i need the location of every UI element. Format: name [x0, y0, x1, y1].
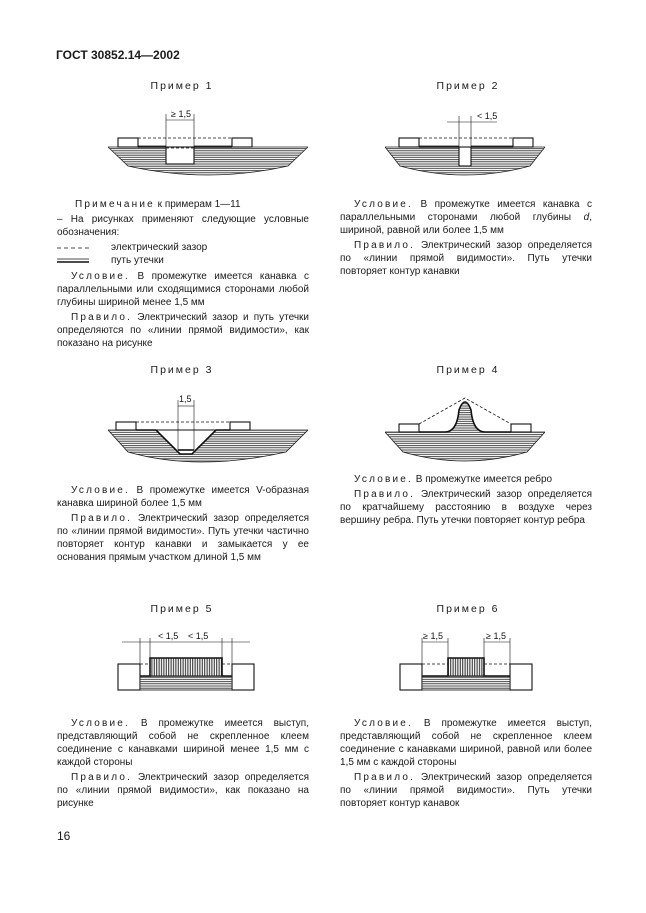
example-3-text	[57, 484, 309, 566]
example-4-text	[340, 473, 592, 529]
example-5-condition: Условие. В промежутке имеется выступ, представляющий собой не скрепленное клеем соединение с канавками шириной менее 1,5 мм с каждой стороны	[57, 718, 309, 768]
double-line-swatch	[57, 257, 89, 265]
example-2-title: Пример 2	[436, 80, 500, 92]
legend-clearance: электрический зазор	[57, 241, 309, 254]
example-5-title: Пример 5	[150, 603, 214, 615]
example-1-rule: Правило. Электрический зазор и путь утечки определяются по «линии прямой видимости», как показано на рисунке	[57, 312, 309, 349]
example-6-rule: Правило. Электрический зазор определяется по «линии прямой видимости». Путь утечки повторяет контур канавок	[340, 772, 592, 809]
example-4-title: Пример 4	[436, 364, 500, 376]
example-4-figure	[385, 390, 545, 468]
example-5-dim-right: < 1,5	[188, 631, 209, 641]
note-heading: Примечание	[75, 199, 155, 210]
example-1-figure	[108, 104, 308, 180]
document-header: ГОСТ 30852.14—2002	[56, 48, 180, 62]
example-5-figure	[108, 626, 268, 702]
example-4-rule: Правило. Электрический зазор определяется по кратчайшему расстоянию в воздухе через вершину ребра. Путь утечки повторяет контур ребра	[340, 489, 592, 526]
example-4-condition: Условие. В промежутке имеется ребро	[354, 474, 553, 485]
note-heading-rest: к примерам 1—11	[154, 199, 241, 210]
example-6-text	[340, 717, 592, 812]
example-5-dim-left: < 1,5	[158, 631, 179, 641]
example-6-condition: Условие. В промежутке имеется выступ, представляющий собой не скрепленное клеем соединение с канавками шириной, равной или более 1,5 мм с каждой стороны	[340, 718, 592, 768]
example-1-dim-label: ≥ 1,5	[171, 109, 191, 119]
example-3-condition: Условие. В промежутке имеется V-образная канавка шириной более 1,5 мм	[57, 485, 309, 509]
legend-creepage: путь утечки	[57, 254, 309, 267]
example-2-condition: Условие. В промежутке имеется канавка с параллельными сторонами любой глубины d, шириной, равной или более 1,5 мм	[340, 199, 592, 236]
example-2-rule: Правило. Электрический зазор определяется по «линии прямой видимости». Путь утечки повторяет контур канавки	[340, 240, 592, 277]
note-text: – На рисунках применяют следующие условные обозначения:	[57, 214, 309, 238]
example-1-text	[57, 198, 309, 352]
example-6-dim-left: ≥ 1,5	[423, 631, 443, 641]
example-3-figure	[108, 390, 308, 468]
page-number: 16	[57, 829, 71, 843]
example-1-condition: Условие. В промежутке имеется канавка с параллельными или сходящимися сторонами любой глубины шириной менее 1,5 мм	[57, 271, 309, 308]
dashed-line-swatch	[57, 245, 89, 251]
note-line	[57, 198, 309, 211]
example-2-text	[340, 198, 592, 280]
example-6-figure	[390, 626, 550, 702]
example-5-text	[57, 717, 309, 812]
example-1-title: Пример 1	[150, 80, 214, 92]
example-3-rule: Правило. Электрический зазор определяется по «линии прямой видимости». Путь утечки частично повторяет контур канавки и замыкается у ее основания прямым участком длиной 1,5 мм	[57, 513, 309, 563]
example-5-rule: Правило. Электрический зазор определяется по «линии прямой видимости», как показано на рисунке	[57, 772, 309, 809]
example-6-title: Пример 6	[436, 603, 500, 615]
example-3-dim-label: 1,5	[179, 394, 192, 404]
example-3-title: Пример 3	[150, 364, 214, 376]
example-6-dim-right: ≥ 1,5	[486, 631, 506, 641]
example-2-figure	[385, 104, 545, 180]
example-2-dim-label: < 1,5	[477, 111, 498, 121]
